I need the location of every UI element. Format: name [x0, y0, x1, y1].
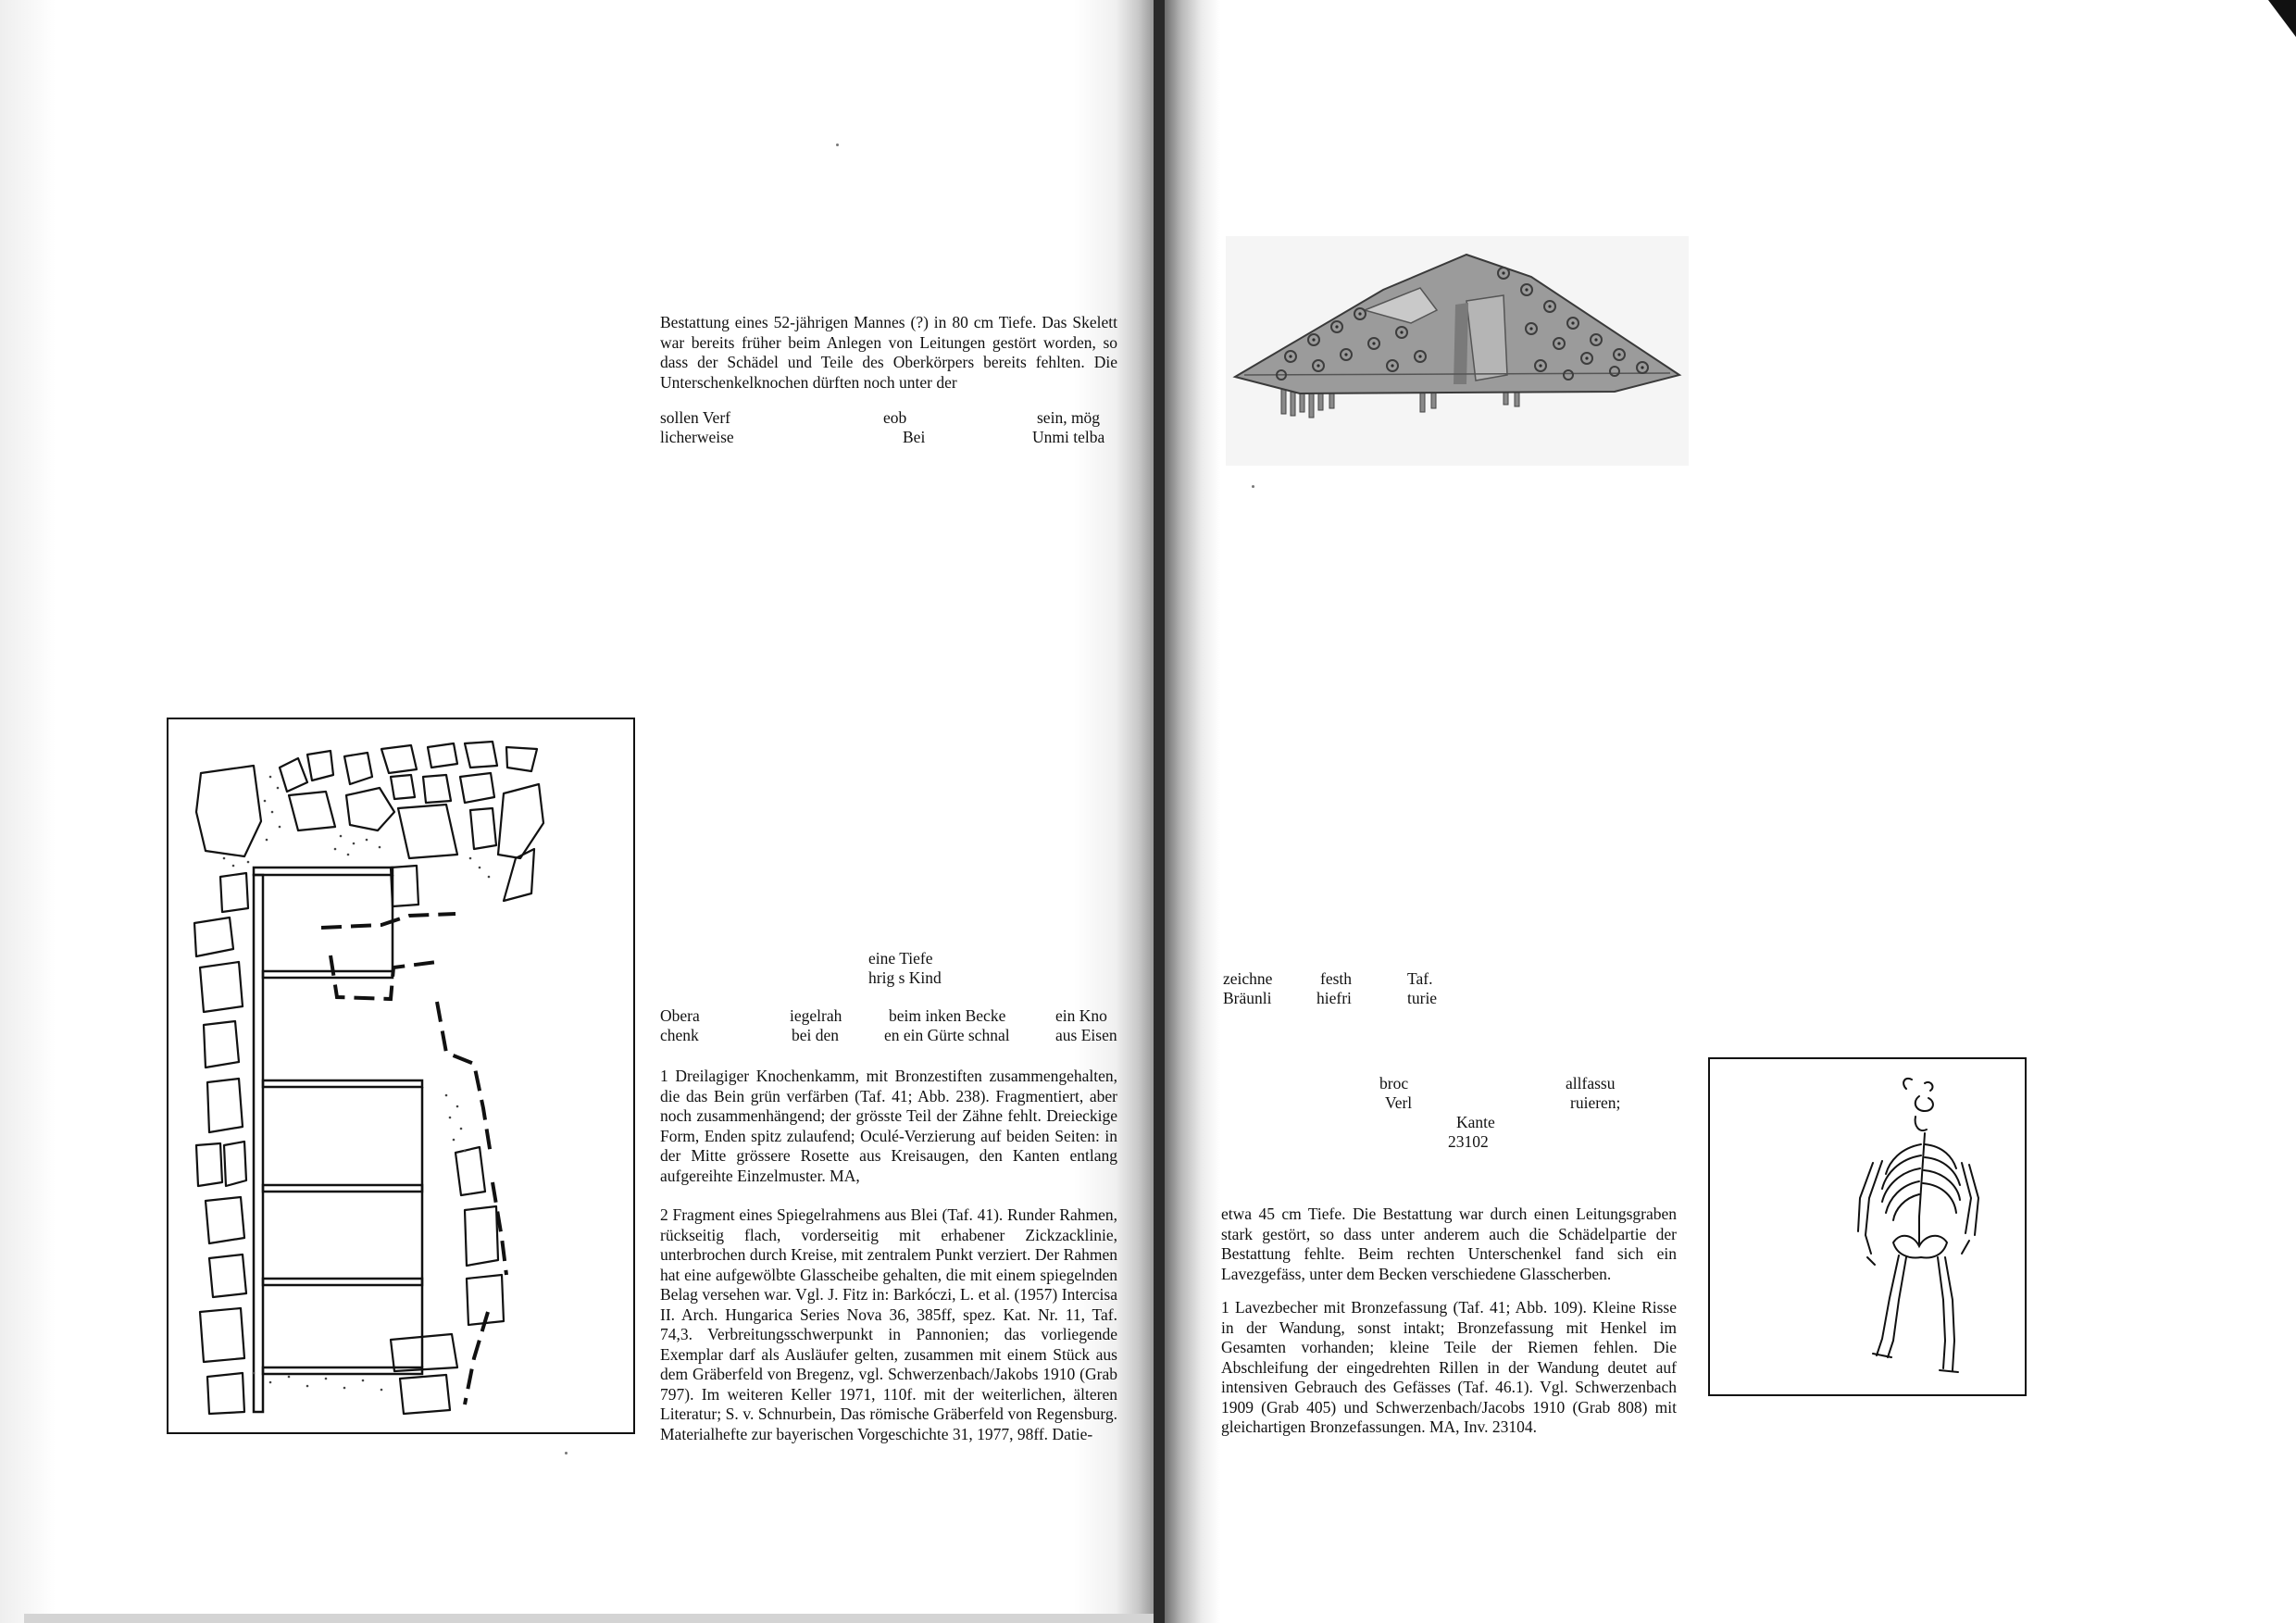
burial-description: etwa 45 cm Tiefe. Die Bestattung war durch einen Leitungsgraben stark gestört, so dass unter anderem auch die Schädelpartie der Bestattung fehlte. Beim rechten Unterschenkel fand sich ein Lavezgefäss, unter dem Becken verschiedene Glasscherben. — [1221, 1205, 1677, 1283]
skeleton-figure — [1708, 1057, 2027, 1396]
fragment-text: ruieren; — [1570, 1093, 1621, 1112]
grave-plan-figure — [167, 718, 635, 1434]
catalogue-item-1: 1 Dreilagiger Knochenkamm, mit Bronzestiften zusammengehalten, die das Bein grün verfärben (Taf. 41; Abb. 238). Fragmentiert, aber noch zusammenhängend; der grösste Teil der Zähne fehlt. Dreieckige Form, Enden spitz zulaufend; Oculé-Verzierung auf beiden Seiten: in der Mitte grössere Rosette aus Kreisaugen, den Kanten entlang aufgereihte Einzelmuster. MA, — [660, 1067, 1117, 1185]
fragment-text: aus Eisen — [1055, 1026, 1117, 1044]
right-page — [1165, 0, 2296, 1623]
fragment-text: beim inken Becke — [889, 1006, 1006, 1025]
catalogue-item-1: 1 Lavezbecher mit Bronzefassung (Taf. 41; Abb. 109). Kleine Risse in der Wandung, sonst intakt; Bronzefassung mit Henkel im Gesamten vorhanden; kleine Teile der Riemen fehlen. Die Abschleifung der eingedrehten Rillen in der Wandung deutet auf intensiven Gebrauch des Gefässes (Taf. 46.1). Vgl. Schwerzenbach 1909 (Grab 405) und Schwerzenbach/Jacobs 1910 (Grab 808) mit gleichartigen Bronzefassungen. MA, Inv. 23104. — [1221, 1298, 1677, 1436]
fragment-text: 23102 — [1448, 1132, 1489, 1151]
fragment-text: sollen Verf — [660, 408, 730, 427]
fragment-text: turie — [1407, 989, 1438, 1007]
fragment-text: en ein Gürte schnal — [884, 1026, 1010, 1044]
fragment-text: Kante — [1456, 1113, 1495, 1131]
book-spine — [1154, 0, 1165, 1623]
speck — [1252, 485, 1254, 488]
grave-plan-drawing — [168, 719, 633, 1432]
comb-photograph — [1226, 236, 1689, 466]
fragment-text: hrig s Kind — [868, 968, 942, 987]
fragment-text: zeichne — [1223, 969, 1273, 988]
fragment-text: iegelrah — [790, 1006, 842, 1025]
fragment-text: Taf. — [1407, 969, 1433, 988]
comb-image — [1226, 236, 1689, 466]
fragment-text: eob — [883, 408, 907, 427]
fragment-text: ein Kno — [1055, 1006, 1107, 1025]
fragment-text: chenk — [660, 1026, 699, 1044]
intro-paragraph: Bestattung eines 52-jährigen Mannes (?) in 80 cm Tiefe. Das Skelett war bereits früher beim Anlegen von Leitungen gestört worden, so dass der Schädel und Teile des Oberkörpers bereits fehlten. Die Unterschenkelknochen dürften noch unter der — [660, 313, 1117, 392]
speck — [836, 144, 839, 146]
catalogue-item-2: 2 Fragment eines Spiegelrahmens aus Blei (Taf. 41). Runder Rahmen, rückseitig flach, vorderseitig mit erhabener Zickzacklinie, unterbrochen durch Kreise, mit zentralem Punkt verziert. Der Rahmen hat eine aufgewölbte Glasscheibe gehalten, die mit einem spiegelnden Belag versehen war. Vgl. J. Fitz in: Barkóczi, L. et al. (1957) Intercisa II. Arch. Hungarica Series Nova 36, 385ff, spez. Kat. Nr. 11, Taf. 74,3. Verbreitungsschwerpunkt in Pannonien; das vorliegende Exemplar darf als Ausläufer gelten, zusammen mit einem Stück aus dem Gräberfeld von Bregenz, vgl. Schwerzenbach/Jakobs 1910 (Grab 797). Im weiteren Keller 1971, 110f. mit der weiterlichen, älteren Literatur; S. v. Schnurbein, Das römische Gräberfeld von Regensburg. Materialhefte zur bayerischen Vorgeschichte 31, 1977, 98ff. Datie- — [660, 1205, 1117, 1443]
fragment-text: hiefri — [1316, 989, 1352, 1007]
fragment-text: eine Tiefe — [868, 949, 933, 968]
fragment-text: bei den — [792, 1026, 840, 1044]
fragment-text: festh — [1320, 969, 1353, 988]
fragment-text: sein, mög — [1037, 408, 1101, 427]
page-bottom-edge — [24, 1614, 1154, 1623]
dark-corner — [2268, 0, 2296, 37]
fragment-text: allfassu — [1566, 1074, 1616, 1092]
fragment-text: broc — [1379, 1074, 1409, 1092]
skeleton-drawing — [1710, 1059, 2025, 1394]
fragment-text: Obera — [660, 1006, 700, 1025]
fragment-text: Verl — [1385, 1093, 1413, 1112]
fragment-text: licherweise — [660, 428, 734, 446]
speck — [565, 1452, 568, 1454]
fragment-text: Unmi telba — [1032, 428, 1105, 446]
fragment-text: Bräunli — [1223, 989, 1272, 1007]
fragment-text: Bei — [903, 428, 926, 446]
